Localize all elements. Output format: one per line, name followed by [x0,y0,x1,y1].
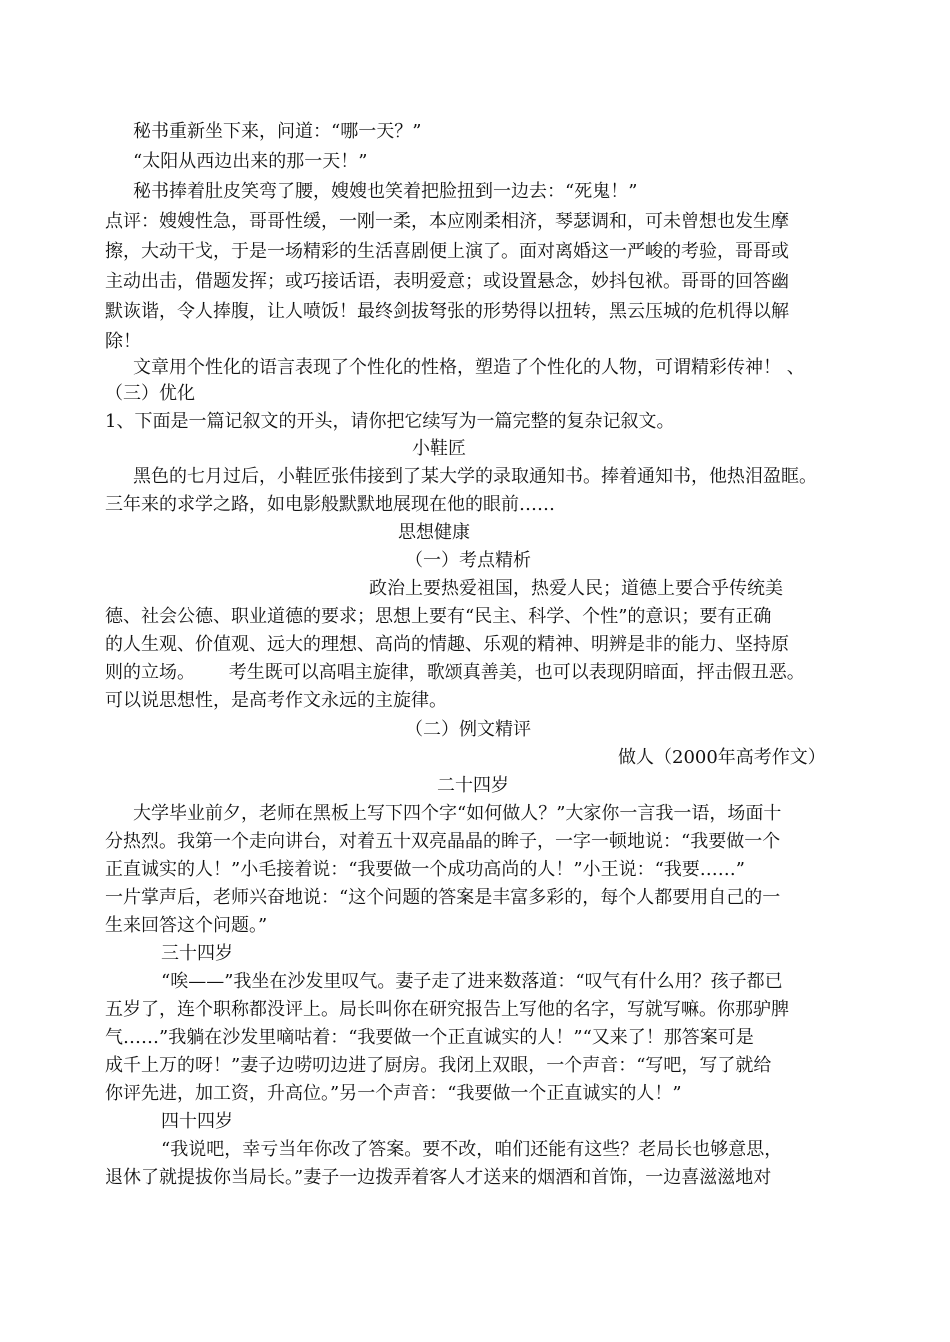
commentary-line: 点评：嫂嫂性急，哥哥性缓，一刚一柔，本应刚柔相济，琴瑟调和，可未曾想也发生摩 [105,211,789,232]
paragraph-line: 五岁了，连个职称都没评上。局长叫你在研究报告上写他的名字，写就写嘛。你那驴脾 [105,999,789,1020]
commentary-line: 主动出击，借题发挥；或巧接话语，表明爱意；或设置悬念，妙抖包袱。哥哥的回答幽 [105,271,789,292]
paragraph-line: 分热烈。我第一个走向讲台，对着五十双亮晶晶的眸子，一字一顿地说：“我要做一个 [105,831,781,852]
paragraph-line: 政治上要热爱祖国，热爱人民；道德上要合乎传统美 [369,578,783,599]
paragraph-line: 文章用个性化的语言表现了个性化的性格，塑造了个性化的人物，可谓精彩传神！ 、 [133,357,805,378]
paragraph-line: 的人生观、价值观、远大的理想、高尚的情趣、乐观的精神、明辨是非的能力、坚持原 [105,634,789,655]
commentary-line: 默诙谐，令人捧腹，让人喷饭！最终剑拔弩张的形势得以扭转，黑云压城的危机得以解 [105,301,789,322]
subsection-heading: （二）例文精评 [405,719,531,740]
essay-title: 做人（2000年高考作文） [618,747,826,768]
commentary-line: 擦，大动干戈，于是一场精彩的生活喜剧便上演了。面对离婚这一严峻的考验，哥哥或 [105,241,789,262]
paragraph-line: “我说吧，幸亏当年你改了答案。要不改，咱们还能有这些？老局长也够意思， [161,1139,783,1160]
dialogue-line: 秘书重新坐下来，问道：“哪一天？” [133,121,422,142]
paragraph-line: 成千上万的呀！”妻子边唠叨边进了厨房。我闭上双眼，一个声音：“写吧，写了就给 [105,1055,772,1076]
paragraph-line: 气……”我躺在沙发里嘀咕着：“我要做一个正直诚实的人！”“又来了！那答案可是 [105,1027,754,1048]
paragraph-line: 一片掌声后，老师兴奋地说：“这个问题的答案是丰富多彩的，每个人都要用自己的一 [105,887,781,908]
paragraph-line: 生来回答这个问题。” [105,915,268,936]
essay-title: 小鞋匠 [412,438,466,459]
age-heading: 三十四岁 [161,943,233,964]
paragraph-line: 大学毕业前夕，老师在黑板上写下四个字“如何做人？”大家你一言我一语，场面十 [133,803,782,824]
paragraph-line: 黑色的七月过后，小鞋匠张伟接到了某大学的录取通知书。捧着通知书，他热泪盈眶。 [133,466,817,487]
paragraph-line: 德、社会公德、职业道德的要求；思想上要有“民主、科学、个性”的意识；要有正确 [105,606,772,627]
paragraph-line: 三年来的求学之路，如电影般默默地展现在他的眼前…… [105,494,555,515]
paragraph-line: 正直诚实的人！”小毛接着说：“我要做一个成功高尚的人！”小王说：“我要……” [105,859,746,880]
paragraph-line: 则的立场。 考生既可以高唱主旋律，歌颂真善美，也可以表现阴暗面，抨击假丑恶。 [105,662,805,683]
subsection-heading: （一）考点精析 [405,550,531,571]
section-heading: （三）优化 [105,383,195,404]
paragraph-line: “唉——”我坐在沙发里叹气。妻子走了进来数落道：“叹气有什么用？孩子都已 [161,971,783,992]
exercise-prompt: 1、下面是一篇记叙文的开头，请你把它续写为一篇完整的复杂记叙文。 [105,411,675,432]
dialogue-line: “太阳从西边出来的那一天！” [133,151,368,172]
paragraph-line: 可以说思想性，是高考作文永远的主旋律。 [105,690,447,711]
age-heading: 四十四岁 [161,1111,233,1132]
paragraph-line: 退休了就提拔你当局长。”妻子一边拨弄着客人才送来的烟酒和首饰，一边喜滋滋地对 [105,1167,772,1188]
section-heading: 思想健康 [398,522,470,543]
dialogue-line: 秘书捧着肚皮笑弯了腰，嫂嫂也笑着把脸扭到一边去：“死鬼！” [133,181,638,202]
age-heading: 二十四岁 [437,775,509,796]
commentary-line: 除！ [105,331,141,352]
paragraph-line: 你评先进，加工资，升高位。”另一个声音：“我要做一个正直诚实的人！” [105,1083,682,1104]
